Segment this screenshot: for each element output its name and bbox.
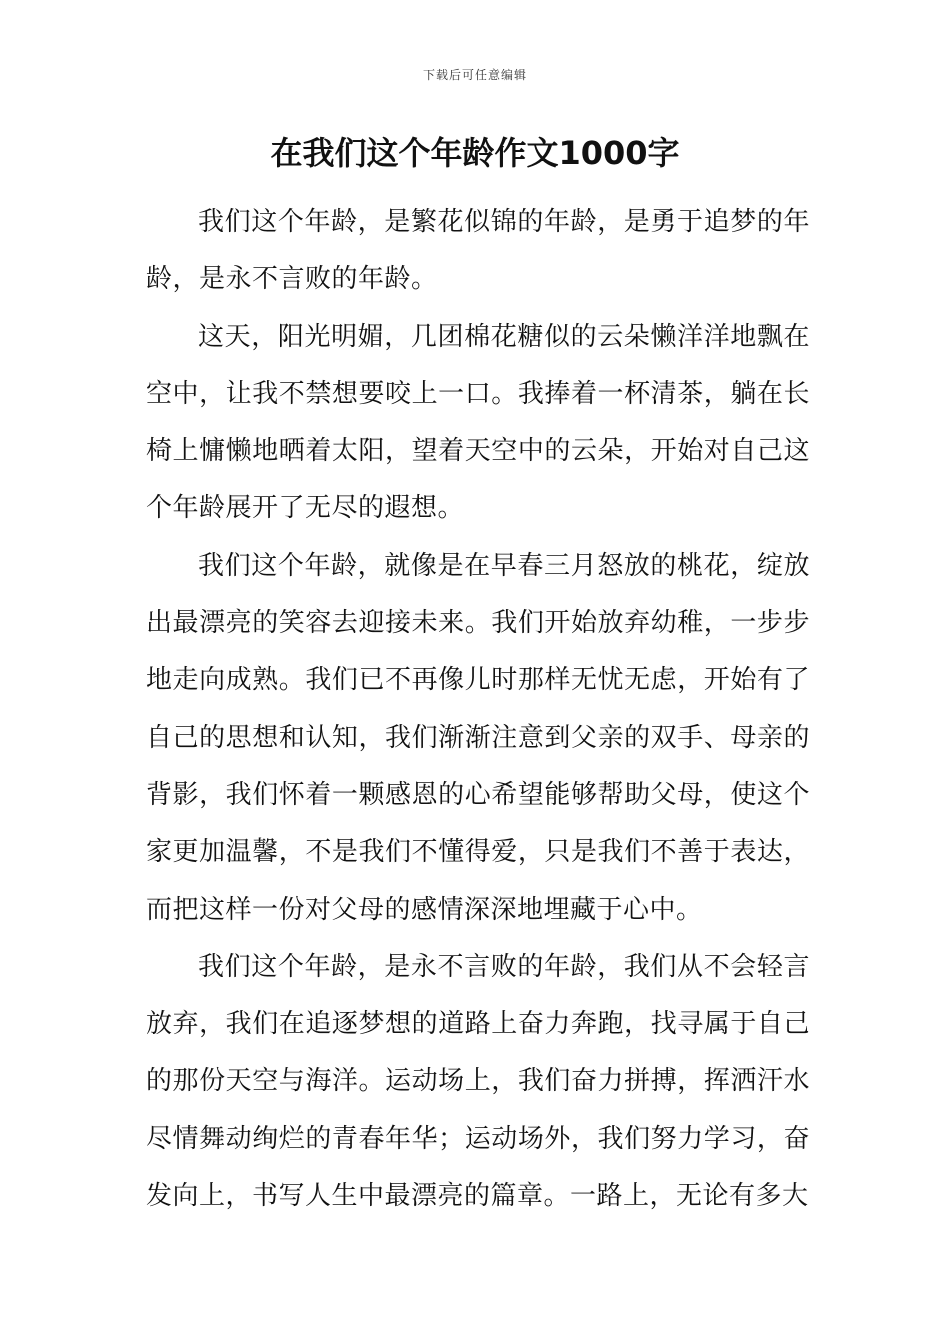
paragraph-4: 我们这个年龄，是永不言败的年龄，我们从不会轻言放弃，我们在追逐梦想的道路上奋力奔跑，找寻属于自己的那份天空与海洋。运动场上，我们奋力拼搏，挥洒汗水尽情舞动绚烂的青春年华；运动场外，我们努力学习，奋发向上，书写人生中最漂亮的篇章。一路上，无论有多大 (146, 951, 810, 1212)
paragraph-3: 我们这个年龄，就像是在早春三月怒放的桃花，绽放出最漂亮的笑容去迎接未来。我们开始放弃幼稚，一步步地走向成熟。我们已不再像儿时那样无忧无虑，开始有了自己的思想和认知，我们渐渐注意到父亲的双手、母亲的背影，我们怀着一颗感恩的心希望能够帮助父母，使这个家更加温馨，不是我们不懂得爱，只是我们不善于表达，而把这样一份对父母的感情深深地埋藏于心中。 (146, 550, 810, 925)
paragraph-1: 我们这个年龄，是繁花似锦的年龄，是勇于追梦的年龄，是永不言败的年龄。 (146, 207, 810, 295)
essay-body (146, 194, 810, 1225)
header-note: 下载后可任意编辑 (422, 68, 527, 82)
paragraph-2: 这天，阳光明媚，几团棉花糖似的云朵懒洋洋地飘在空中，让我不禁想要咬上一口。我捧着一杯清茶，躺在长椅上慵懒地晒着太阳，望着天空中的云朵，开始对自己这个年龄展开了无尽的遐想。 (146, 321, 810, 524)
page-title: 在我们这个年龄作文1000字 (270, 134, 680, 172)
